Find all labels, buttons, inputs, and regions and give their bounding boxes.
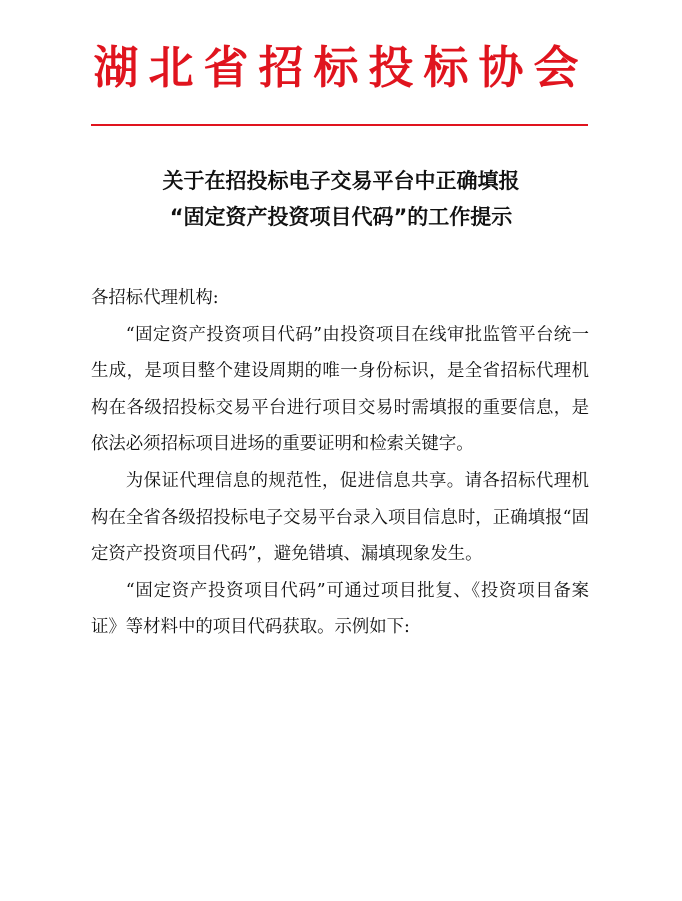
body-paragraph-1: “固定资产投资项目代码”由投资项目在线审批监管平台统一生成，是项目整个建设周期的唯一身份标识，是全省招标代理机构在各级招投标交易平台进行项目交易时需填报的重要信息，是依法必须招标项目进场的重要证明和检索关键字。 [91,324,589,455]
document-title-line-1: 关于在招投标电子交易平台中正确填报 [162,169,520,193]
document-title [0,163,682,235]
salutation: 各招标代理机构: [91,288,219,308]
header-divider [91,124,588,126]
body-paragraph-2: 为保证代理信息的规范性，促进信息共享。请各招标代理机构在全省各级招投标电子交易平台录入项目信息时，正确填报“固定资产投资项目代码”，避免错填、漏填现象发生。 [91,470,589,565]
document-body [91,280,589,646]
body-paragraph-3: “固定资产投资项目代码”可通过项目批复、《投资项目备案证》等材料中的项目代码获取。示例如下: [91,580,589,638]
organization-header: 湖北省招标投标协会 [93,41,589,94]
document-title-line-2: “固定资产投资项目代码”的工作提示 [169,205,513,229]
